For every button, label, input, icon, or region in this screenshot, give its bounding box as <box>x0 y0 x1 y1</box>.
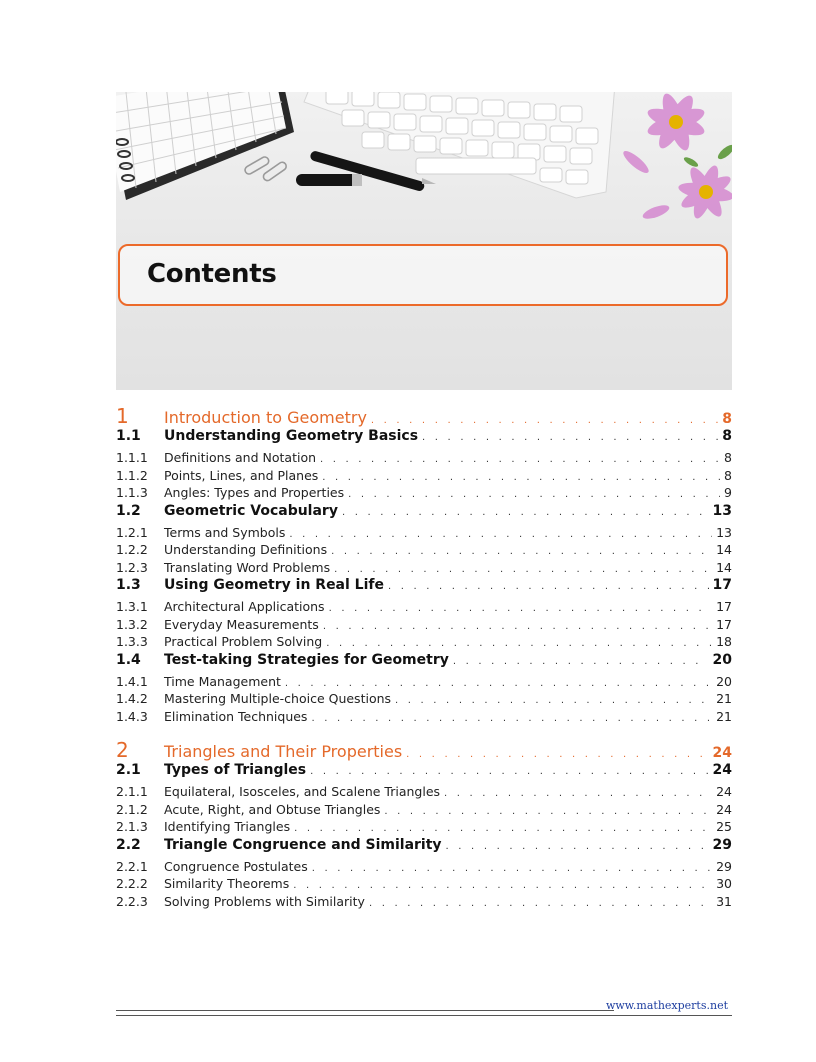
toc-entry-title[interactable]: Understanding Geometry Basics <box>164 428 419 444</box>
toc-page-number[interactable]: 21 <box>716 708 732 724</box>
toc-entry-title[interactable]: Types of Triangles <box>164 762 307 778</box>
toc-page-number[interactable]: 24 <box>712 745 732 761</box>
toc-entry-title[interactable]: Translating Word Problems <box>164 559 331 575</box>
dot-leader <box>406 749 708 760</box>
toc-page-number[interactable]: 29 <box>716 858 732 874</box>
toc-entry-number: 1 <box>116 404 129 428</box>
toc-entry-number: 1.2.2 <box>116 542 148 557</box>
toc-section-entry[interactable] <box>116 652 732 668</box>
toc-entry-title[interactable]: Geometric Vocabulary <box>164 502 338 519</box>
toc-subsection-entry[interactable] <box>116 468 732 483</box>
toc-entry-title[interactable]: Points, Lines, and Planes <box>164 467 319 483</box>
toc-entry-title[interactable]: Test-taking Strategies for Geometry <box>164 651 449 668</box>
toc-subsection-entry[interactable] <box>116 894 732 909</box>
toc-page-number[interactable]: 8 <box>724 467 732 483</box>
toc-page-number[interactable]: 8 <box>724 450 732 465</box>
toc-subsection-entry[interactable] <box>116 784 732 799</box>
toc-entry-number: 1.3.1 <box>116 599 148 614</box>
toc-section-entry[interactable] <box>116 762 732 778</box>
dot-leader <box>342 507 709 518</box>
toc-page-number[interactable]: 17 <box>712 577 732 593</box>
dot-leader <box>312 863 712 874</box>
toc-entry-title[interactable]: Equilateral, Isosceles, and Scalene Triangles <box>164 784 441 799</box>
dot-leader <box>294 823 712 834</box>
toc-page-number[interactable]: 17 <box>716 599 732 614</box>
toc-subsection-entry[interactable] <box>116 876 732 891</box>
toc-page-number[interactable]: 31 <box>716 893 732 909</box>
dot-leader <box>289 529 712 540</box>
toc-entry-number: 1.4.1 <box>116 673 148 689</box>
toc-subsection-entry[interactable] <box>116 485 732 500</box>
toc-entry-title[interactable]: Using Geometry in Real Life <box>164 577 384 593</box>
dot-leader <box>388 581 709 592</box>
toc-entry-title[interactable]: Time Management <box>164 673 281 689</box>
toc-entry-title[interactable]: Acute, Right, and Obtuse Triangles <box>164 801 381 817</box>
toc-chapter-entry[interactable] <box>116 404 732 428</box>
toc-section-entry[interactable] <box>116 577 732 593</box>
toc-entry-number: 2.1.1 <box>116 784 148 799</box>
toc-page-number[interactable]: 8 <box>722 428 732 444</box>
toc-entry-number: 1.2 <box>116 502 141 519</box>
dot-leader <box>453 656 709 667</box>
toc-page-number[interactable]: 29 <box>712 836 732 853</box>
dot-leader <box>395 695 712 706</box>
toc-subsection-entry[interactable] <box>116 617 732 632</box>
toc-page-number[interactable]: 9 <box>724 485 732 500</box>
contents-title-box <box>118 244 728 306</box>
dot-leader <box>310 766 708 777</box>
toc-chapter-entry[interactable] <box>116 738 732 762</box>
toc-entry-title[interactable]: Practical Problem Solving <box>164 634 323 649</box>
toc-page-number[interactable]: 17 <box>716 616 732 632</box>
toc-entry-number: 2.1 <box>116 762 141 778</box>
toc-entry-title[interactable]: Triangle Congruence and Similarity <box>164 836 442 853</box>
toc-subsection-entry[interactable] <box>116 859 732 874</box>
footer-divider <box>116 1010 614 1011</box>
dot-leader <box>311 713 712 724</box>
footer-divider-bottom <box>116 1015 732 1016</box>
toc-page-number[interactable]: 24 <box>716 784 732 799</box>
toc-entry-number: 1.2.3 <box>116 559 148 575</box>
toc-section-entry[interactable] <box>116 503 732 519</box>
dot-leader <box>323 621 712 632</box>
dot-leader <box>446 841 709 852</box>
toc-entry-number: 1.3.3 <box>116 634 148 649</box>
toc-subsection-entry[interactable] <box>116 634 732 649</box>
toc-subsection-entry[interactable] <box>116 802 732 817</box>
toc-entry-title[interactable]: Definitions and Notation <box>164 450 317 465</box>
dot-leader <box>326 638 712 649</box>
toc-page-number[interactable]: 8 <box>722 411 732 427</box>
toc-subsection-entry[interactable] <box>116 599 732 614</box>
toc-entry-number: 1.3.2 <box>116 616 148 632</box>
toc-entry-number: 1.1 <box>116 428 141 444</box>
toc-entry-title[interactable]: Identifying Triangles <box>164 819 291 834</box>
page-title: Contents <box>147 259 277 289</box>
toc-subsection-entry[interactable] <box>116 674 732 689</box>
toc-entry-number: 2.2 <box>116 836 141 853</box>
toc-page-number[interactable]: 14 <box>716 559 732 575</box>
toc-page-number[interactable]: 13 <box>716 524 732 540</box>
toc-entry-number: 1.4.2 <box>116 691 148 706</box>
toc-entry-title[interactable]: Angles: Types and Properties <box>164 485 345 500</box>
toc-subsection-entry[interactable] <box>116 560 732 575</box>
dot-leader <box>444 788 712 799</box>
toc-entry-number: 1.1.2 <box>116 467 148 483</box>
toc-page-number[interactable]: 13 <box>712 502 732 519</box>
toc-entry-title[interactable]: Solving Problems with Similarity <box>164 893 365 909</box>
toc-subsection-entry[interactable] <box>116 709 732 724</box>
toc-entry-title[interactable]: Congruence Postulates <box>164 858 308 874</box>
toc-subsection-entry[interactable] <box>116 525 732 540</box>
toc-entry-title[interactable]: Everyday Measurements <box>164 616 319 632</box>
toc-subsection-entry[interactable] <box>116 691 732 706</box>
toc-entry-number: 1.2.1 <box>116 524 148 540</box>
toc-entry-title[interactable]: Similarity Theorems <box>164 876 290 891</box>
toc-entry-title[interactable]: Triangles and Their Properties <box>164 742 403 761</box>
toc-entry-title[interactable]: Introduction to Geometry <box>164 408 367 427</box>
toc-entry-title[interactable]: Mastering Multiple-choice Questions <box>164 691 392 706</box>
dot-leader <box>331 546 712 557</box>
dot-leader <box>384 806 712 817</box>
paperclip-icon <box>244 156 288 183</box>
toc-page-number[interactable]: 30 <box>716 876 732 891</box>
flowers-decoration <box>621 92 732 221</box>
dot-leader <box>320 454 720 465</box>
toc-page-number[interactable]: 14 <box>716 542 732 557</box>
dot-leader <box>322 472 720 483</box>
toc-entry-number: 1.1.3 <box>116 485 148 500</box>
footer-website-link[interactable]: www.mathexperts.net <box>605 999 728 1012</box>
toc-entry-number: 2.2.1 <box>116 858 148 874</box>
dot-leader <box>334 564 712 575</box>
toc-page-number[interactable]: 21 <box>716 691 732 706</box>
toc-page-number[interactable]: 18 <box>716 634 732 649</box>
toc-entry-number: 2.2.2 <box>116 876 148 891</box>
dot-leader <box>348 489 720 500</box>
dot-leader <box>285 678 712 689</box>
toc-entry-title[interactable]: Architectural Applications <box>164 599 325 614</box>
pen-icon <box>296 150 436 192</box>
toc-entry-number: 2 <box>116 738 129 762</box>
toc-section-entry[interactable] <box>116 428 732 444</box>
toc-page-number[interactable]: 20 <box>716 673 732 689</box>
dot-leader <box>329 603 713 614</box>
toc-entry-number: 2.1.2 <box>116 801 148 817</box>
dot-leader <box>422 432 718 443</box>
toc-entry-number: 1.4.3 <box>116 708 148 724</box>
toc-section-entry[interactable] <box>116 837 732 853</box>
toc-subsection-entry[interactable] <box>116 450 732 465</box>
toc-entry-title[interactable]: Understanding Definitions <box>164 542 328 557</box>
toc-entry-title[interactable]: Elimination Techniques <box>164 708 308 724</box>
toc-page-number[interactable]: 24 <box>712 762 732 778</box>
toc-subsection-entry[interactable] <box>116 542 732 557</box>
toc-entry-title[interactable]: Terms and Symbols <box>164 524 286 540</box>
dot-leader <box>369 898 712 909</box>
desk-photo-illustration <box>116 92 732 390</box>
notebook-icon <box>116 92 294 200</box>
toc-entry-number: 1.3 <box>116 577 141 593</box>
header-banner <box>116 92 732 390</box>
toc-page-number[interactable]: 24 <box>716 801 732 817</box>
toc-subsection-entry[interactable] <box>116 819 732 834</box>
dot-leader <box>293 880 712 891</box>
dot-leader <box>371 415 718 426</box>
toc-page-number[interactable]: 25 <box>716 819 732 834</box>
toc-page-number[interactable]: 20 <box>712 651 732 668</box>
toc-entry-number: 1.1.1 <box>116 450 148 465</box>
toc-entry-number: 1.4 <box>116 651 141 668</box>
toc-entry-number: 2.2.3 <box>116 893 148 909</box>
toc-entry-number: 2.1.3 <box>116 819 148 834</box>
